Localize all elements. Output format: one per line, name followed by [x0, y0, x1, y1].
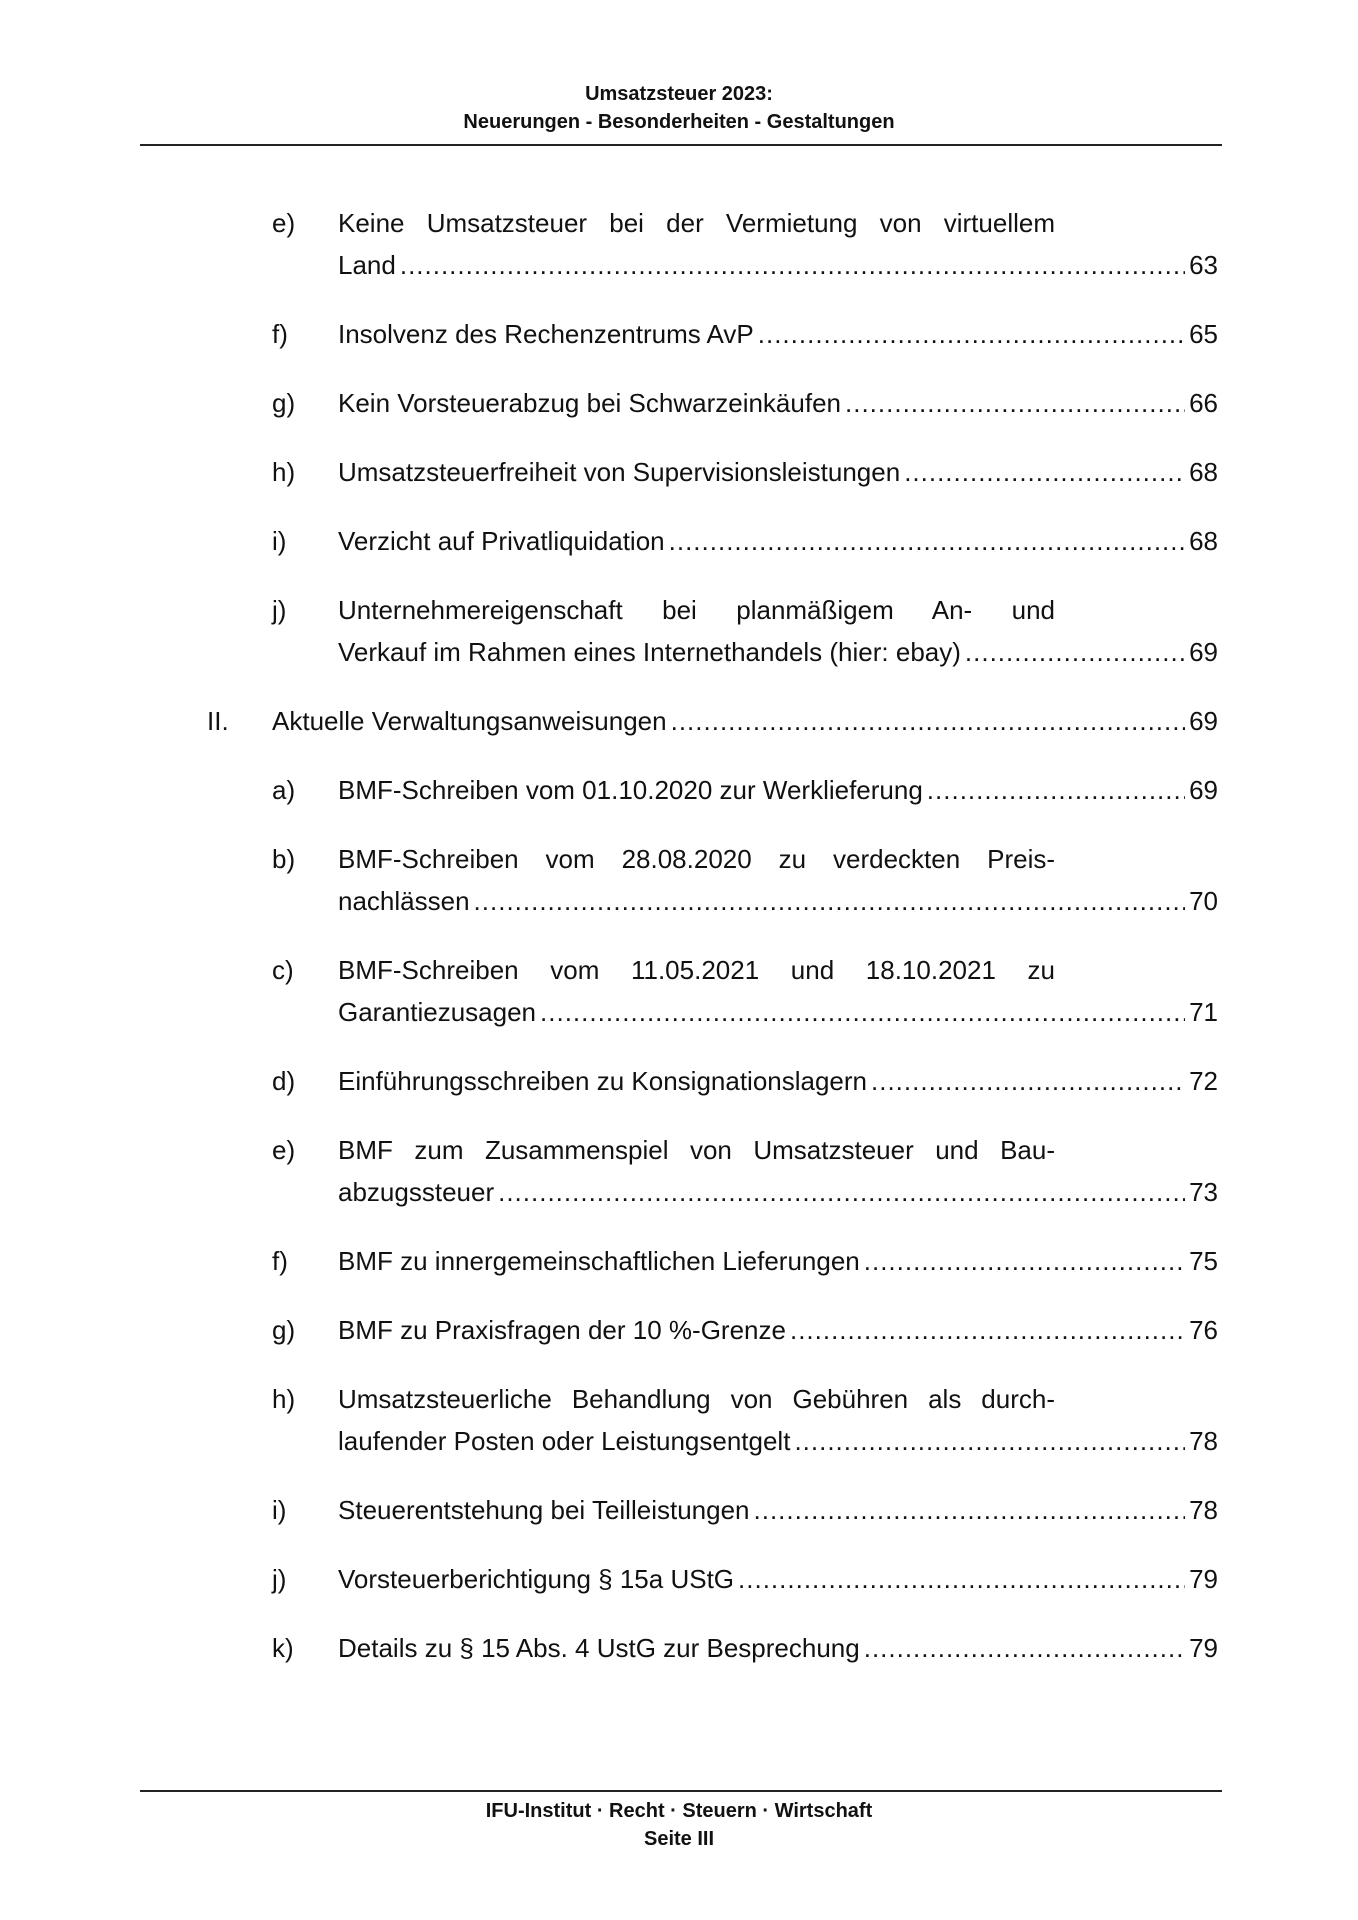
toc-entry-number: h) — [272, 1384, 296, 1414]
toc-entry-page: 69 — [1189, 637, 1218, 667]
toc-entry-leader-line — [338, 1627, 1218, 1669]
toc-entry-page: 69 — [1189, 775, 1218, 805]
dot-leader — [845, 382, 1185, 424]
toc-entry-title: abzugssteuer — [338, 1177, 495, 1207]
toc-entry-body — [338, 949, 1218, 1033]
toc-entry-leader-line — [338, 1489, 1218, 1531]
dot-leader — [904, 451, 1185, 493]
dot-leader — [671, 700, 1185, 742]
dot-leader — [864, 1240, 1185, 1282]
page-footer — [0, 1797, 1358, 1853]
toc-entry-leader-line — [338, 1171, 1218, 1213]
header-subtitle: Neuerungen - Besonderheiten - Gestaltungen — [463, 111, 895, 133]
toc-entry-number: e) — [272, 1135, 296, 1165]
toc-entry-title-line: BMF zum Zusammenspiel von Umsatzsteuer und Bau- — [338, 1135, 1055, 1165]
dot-leader — [790, 1309, 1185, 1351]
toc-entry-number: b) — [272, 844, 296, 874]
toc-entry-body — [338, 520, 1218, 562]
toc-entry-page: 68 — [1189, 526, 1218, 556]
toc-entry-leader-line — [338, 880, 1218, 922]
toc-entry-title: Steuerentstehung bei Teilleistungen — [338, 1495, 750, 1525]
toc-entry-number: g) — [272, 388, 296, 418]
toc-entry-leader-line — [338, 1420, 1218, 1462]
toc-entry-body — [338, 838, 1218, 922]
toc-entry-body — [338, 769, 1218, 811]
toc-entry-leader-line — [338, 1558, 1218, 1600]
toc-entry-leader-line — [338, 1060, 1218, 1102]
toc-entry-body — [338, 1129, 1218, 1213]
toc-entry-leader-line — [338, 769, 1218, 811]
toc-entry-title: laufender Posten oder Leistungsentgelt — [338, 1426, 791, 1456]
toc-entry-leader-line — [338, 451, 1218, 493]
toc-entry-number: k) — [272, 1633, 294, 1663]
dot-leader — [738, 1558, 1185, 1600]
toc-entry-body — [338, 1489, 1218, 1531]
toc-entry-number: f) — [272, 319, 288, 349]
dot-leader — [669, 520, 1185, 562]
toc-entry-title: Verzicht auf Privatliquidation — [338, 526, 665, 556]
toc-entry-title: Aktuelle Verwaltungsanweisungen — [272, 706, 667, 736]
header-divider — [140, 144, 1222, 146]
toc-entry-body — [338, 1240, 1218, 1282]
toc-entry-body — [338, 1558, 1218, 1600]
toc-entry-title: Details zu § 15 Abs. 4 UstG zur Besprechung — [338, 1633, 860, 1663]
toc-entry-body — [338, 202, 1218, 286]
toc-entry-title-line: Umsatzsteuerliche Behandlung von Gebühren als durch- — [338, 1384, 1055, 1414]
toc-entry-number: d) — [272, 1066, 296, 1096]
toc-entry-leader-line — [338, 991, 1218, 1033]
dot-leader — [540, 991, 1185, 1033]
page-header — [0, 80, 1358, 136]
toc-entry-body — [338, 451, 1218, 493]
toc-entry-title: BMF-Schreiben vom 01.10.2020 zur Werklieferung — [338, 775, 923, 805]
toc-entry-body — [338, 382, 1218, 424]
toc-entry-title: Umsatzsteuerfreiheit von Supervisionsleistungen — [338, 457, 901, 487]
footer-institute: IFU-Institut · Recht · Steuern · Wirtschaft — [485, 1800, 873, 1822]
toc-entry-number: i) — [272, 1495, 287, 1525]
toc-entry-title-line: Unternehmereigenschaft bei planmäßigem An- und — [338, 595, 1055, 625]
toc-entry-body — [338, 1309, 1218, 1351]
toc-entry-body — [338, 1060, 1218, 1102]
toc-entry-title: Verkauf im Rahmen eines Internethandels (hier: ebay) — [338, 637, 961, 667]
toc-entry-title: BMF zu innergemeinschaftlichen Lieferungen — [338, 1246, 860, 1276]
dot-leader — [794, 1420, 1185, 1462]
toc-entry-number: h) — [272, 457, 296, 487]
footer-divider — [140, 1790, 1222, 1792]
toc-entry-page: 78 — [1189, 1426, 1218, 1456]
toc-entry-page: 66 — [1189, 388, 1218, 418]
toc-entry-page: 69 — [1189, 706, 1218, 736]
toc-entry-body — [338, 313, 1218, 355]
dot-leader — [965, 631, 1185, 673]
toc-entry-title: BMF zu Praxisfragen der 10 %-Grenze — [338, 1315, 786, 1345]
toc-entry-title: Garantiezusagen — [338, 997, 537, 1027]
toc-entry-title: nachlässen — [338, 886, 470, 916]
toc-entry-title: Kein Vorsteuerabzug bei Schwarzeinkäufen — [338, 388, 841, 418]
toc-entry-page: 76 — [1189, 1315, 1218, 1345]
toc-entry-page: 68 — [1189, 457, 1218, 487]
header-title: Umsatzsteuer 2023: — [585, 83, 773, 105]
dot-leader — [498, 1171, 1185, 1213]
toc-entry-page: 72 — [1189, 1066, 1218, 1096]
toc-entry-page: 70 — [1189, 886, 1218, 916]
toc-entry-leader-line — [338, 244, 1218, 286]
dot-leader — [927, 769, 1185, 811]
toc-entry-number: j) — [272, 1564, 287, 1594]
dot-leader — [400, 244, 1185, 286]
toc-entry-title: Land — [338, 250, 396, 280]
toc-entry-title: Einführungsschreiben zu Konsignationslagern — [338, 1066, 868, 1096]
toc-entry-page: 78 — [1189, 1495, 1218, 1525]
toc-entry-leader-line — [338, 1240, 1218, 1282]
footer-page-number: Seite III — [643, 1828, 715, 1850]
toc-entry-leader-line — [338, 313, 1218, 355]
toc-entry-title-line: Keine Umsatzsteuer bei der Vermietung von virtuellem — [338, 208, 1055, 238]
toc-entry-title-line: BMF-Schreiben vom 28.08.2020 zu verdeckten Preis- — [338, 844, 1055, 874]
toc-entry-page: 71 — [1189, 997, 1218, 1027]
toc-entry-number: f) — [272, 1246, 288, 1276]
dot-leader — [864, 1627, 1185, 1669]
toc-entry-number: c) — [272, 955, 294, 985]
toc-entry-leader-line — [338, 520, 1218, 562]
toc-entry-title: Vorsteuerberichtigung § 15a UStG — [338, 1564, 735, 1594]
toc-entry-leader-line — [338, 382, 1218, 424]
toc-entry-leader-line — [272, 700, 1218, 742]
toc-entry-leader-line — [338, 631, 1218, 673]
toc-entry-number: e) — [272, 208, 296, 238]
toc-entry-page: 79 — [1189, 1564, 1218, 1594]
toc-entry-number: g) — [272, 1315, 296, 1345]
dot-leader — [758, 313, 1185, 355]
toc-entry-number: i) — [272, 526, 287, 556]
dot-leader — [474, 880, 1186, 922]
toc-entry-number: a) — [272, 775, 296, 805]
toc-entry-number: j) — [272, 595, 287, 625]
dot-leader — [754, 1489, 1186, 1531]
dot-leader — [871, 1060, 1185, 1102]
toc-entry-number: II. — [207, 706, 229, 736]
toc-entry-title-line: BMF-Schreiben vom 11.05.2021 und 18.10.2021 zu — [338, 955, 1055, 985]
toc-entry-body — [338, 1378, 1218, 1462]
toc-entry-body — [338, 589, 1218, 673]
toc-entry-page: 65 — [1189, 319, 1218, 349]
toc-entry-page: 63 — [1189, 250, 1218, 280]
toc-entry-body — [338, 1627, 1218, 1669]
toc-entry-page: 79 — [1189, 1633, 1218, 1663]
toc-entry-leader-line — [338, 1309, 1218, 1351]
toc-entry-page: 75 — [1189, 1246, 1218, 1276]
toc-entry-page: 73 — [1189, 1177, 1218, 1207]
toc-entry-body — [272, 700, 1218, 742]
toc-entry-title: Insolvenz des Rechenzentrums AvP — [338, 319, 754, 349]
